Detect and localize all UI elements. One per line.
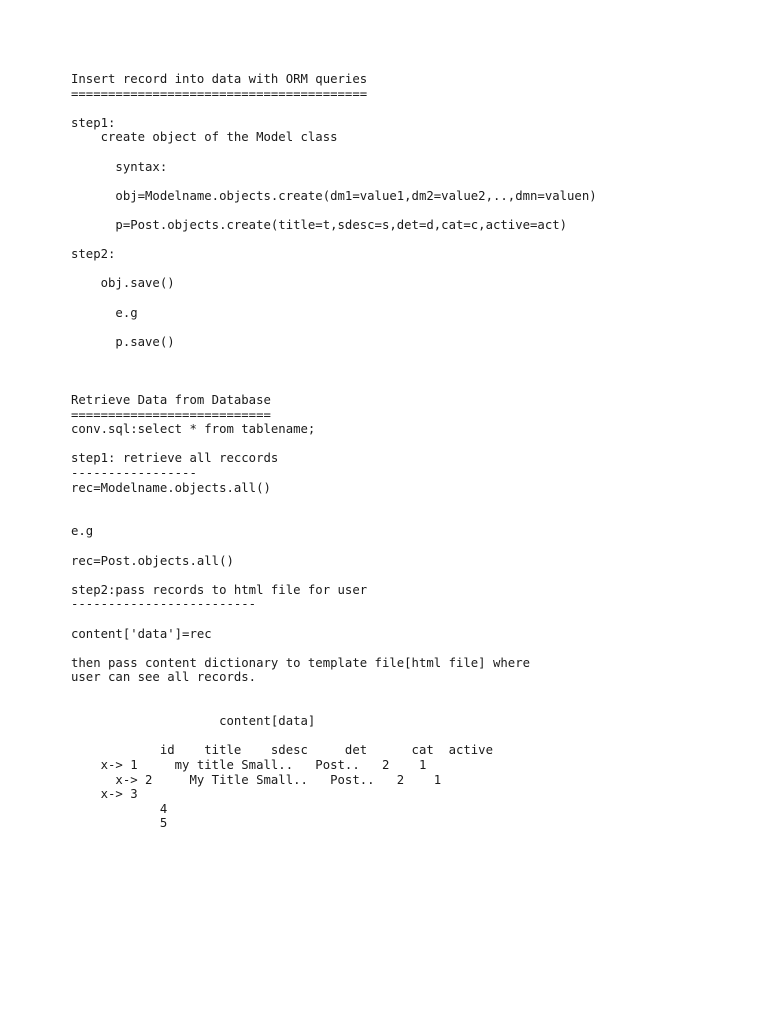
retrieve-all-code: rec=Modelname.objects.all() <box>71 480 271 495</box>
syntax-label: syntax: <box>71 159 168 174</box>
table-row: 4 <box>71 801 168 816</box>
blank-line <box>71 262 731 277</box>
table-row: 5 <box>71 816 168 831</box>
blank-line <box>71 291 731 306</box>
title-underline: ======================================== <box>71 86 368 101</box>
paragraph-line: then pass content dictionary to template file[html file] where <box>71 655 531 670</box>
title-retrieve-data: Retrieve Data from Database <box>71 393 271 408</box>
blank-line <box>71 539 731 554</box>
blank-line <box>71 364 731 379</box>
heading-underline: ----------------- <box>71 466 197 481</box>
blank-line <box>71 495 731 510</box>
step2-pass-heading: step2:pass records to html file for user <box>71 582 368 597</box>
step1-retrieve-heading: step1: retrieve all reccords <box>71 451 279 466</box>
blank-line <box>71 685 731 700</box>
table-row: x-> 3 <box>71 787 138 802</box>
blank-line <box>71 145 731 160</box>
blank-line <box>71 320 731 335</box>
sql-equivalent: conv.sql:select * from tablename; <box>71 422 316 437</box>
example-code: p=Post.objects.create(title=t,sdesc=s,det=d,cat=c,active=act) <box>71 217 568 232</box>
blank-line <box>71 174 731 189</box>
blank-line <box>71 101 731 116</box>
blank-line <box>71 233 731 248</box>
blank-line <box>71 729 731 744</box>
retrieve-example-code: rec=Post.objects.all() <box>71 553 234 568</box>
step1-heading: step1: <box>71 115 116 130</box>
eg-label: e.g <box>71 305 138 320</box>
heading-underline: ------------------------- <box>71 597 257 612</box>
blank-line <box>71 612 731 627</box>
blank-line <box>71 349 731 364</box>
table-caption: content[data] <box>71 714 316 729</box>
blank-line <box>71 641 731 656</box>
title-underline: =========================== <box>71 407 271 422</box>
paragraph-line: user can see all records. <box>71 670 257 685</box>
eg-label: e.g <box>71 524 94 539</box>
step2-heading: step2: <box>71 247 116 262</box>
blank-line <box>71 437 731 452</box>
blank-line <box>71 510 731 525</box>
syntax-code: obj=Modelname.objects.create(dm1=value1,dm2=value2,..,dmn=valuen) <box>71 188 597 203</box>
content-assign-code: content['data']=rec <box>71 626 212 641</box>
save-code: obj.save() <box>71 276 175 291</box>
document-body <box>71 72 731 831</box>
blank-line <box>71 378 731 393</box>
step1-text: create object of the Model class <box>71 130 338 145</box>
blank-line <box>71 700 731 715</box>
save-example-code: p.save() <box>71 334 175 349</box>
table-row: x-> 2 My Title Small.. Post.. 2 1 <box>71 772 442 787</box>
blank-line <box>71 568 731 583</box>
title-insert-record: Insert record into data with ORM queries <box>71 72 368 86</box>
table-header: id title sdesc det cat active <box>71 743 493 758</box>
table-row: x-> 1 my title Small.. Post.. 2 1 <box>71 757 427 772</box>
blank-line <box>71 203 731 218</box>
